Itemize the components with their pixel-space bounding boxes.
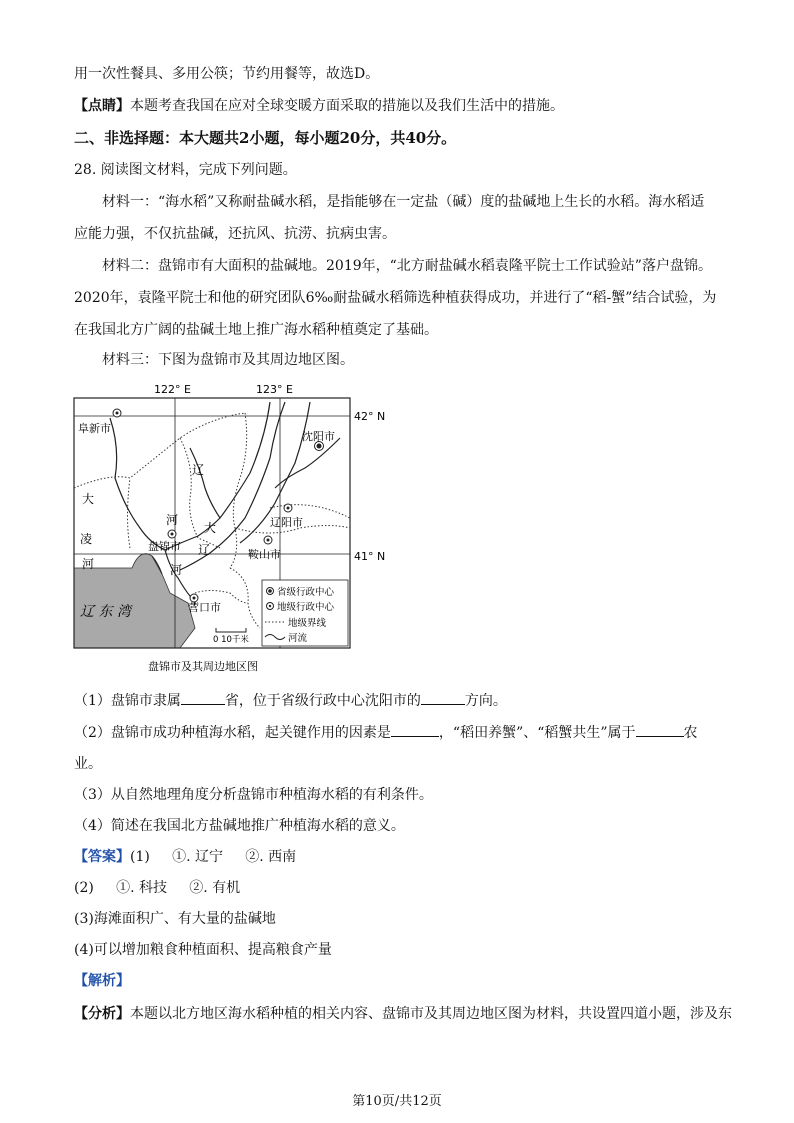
answer-4: (4)可以增加粮食种植面积、提高粮食产量 bbox=[74, 942, 332, 958]
prefectural-center-icon bbox=[168, 530, 176, 538]
section-title: 二、非选择题：本大题共2小题，每小题20分，共40分。 bbox=[74, 129, 457, 147]
lon-123-label: 123° E bbox=[256, 383, 293, 396]
fenxi-tag: 【分析】 bbox=[74, 1006, 130, 1022]
prefectural-center-icon bbox=[113, 409, 121, 417]
river-label: 河 bbox=[170, 563, 183, 577]
text-line: 用一次性餐具、多用公筷；节约用餐等，故选D。 bbox=[74, 66, 380, 82]
q2-text-a: （2）盘锦市成功种植海水稻，起关键作用的因素是 bbox=[74, 725, 391, 741]
material-2-line-1: 材料二：盘锦市有大面积的盐碱地。2019年，“北方耐盐碱水稻袁隆平院士工作试验站”落户盘锦。 bbox=[102, 258, 712, 274]
scale-label: 0 10千米 bbox=[213, 635, 249, 645]
city-panjin: 盘锦市 bbox=[148, 540, 181, 553]
legend-provincial-icon bbox=[267, 588, 274, 595]
lat-42-label: 42° N bbox=[354, 410, 386, 423]
river-label: 河 bbox=[82, 557, 95, 571]
river-label: 河 bbox=[166, 513, 179, 527]
legend-provincial: 省级行政中心 bbox=[277, 587, 335, 598]
q1-text-a: （1）盘锦市隶属 bbox=[74, 693, 181, 709]
city-liaoyang: 辽阳市 bbox=[270, 516, 303, 529]
question-4: （4）简述在我国北方盐碱地推广种植海水稻的意义。 bbox=[74, 818, 405, 834]
q1-text-c: 方向。 bbox=[464, 693, 507, 709]
material-1-line-1: 材料一：“海水稻”又称耐盐碱水稻，是指能够在一定盐（碱）度的盐碱地上生长的水稻。海水稻适 bbox=[102, 194, 705, 210]
answer-line-1 bbox=[74, 847, 296, 867]
material-3: 材料三：下图为盘锦市及其周边地区图。 bbox=[102, 352, 354, 368]
question-3: （3）从自然地理角度分析盘锦市种植海水稻的有利条件。 bbox=[74, 787, 433, 803]
scale-bar bbox=[216, 628, 246, 632]
river-label: 大 bbox=[204, 521, 217, 535]
tip-text: 本题考查我国在应对全球变暖方面采取的措施以及我们生活中的措施。 bbox=[130, 98, 564, 114]
tip-tag: 【点睛】 bbox=[74, 98, 130, 114]
fenxi-line bbox=[74, 1004, 732, 1024]
q2-text-b: ，“稻田养蟹”、“稻蟹共生”属于 bbox=[438, 725, 636, 741]
prefectural-center-icon bbox=[264, 536, 272, 544]
material-2-line-2: 2020年，袁隆平院士和他的研究团队6‰耐盐碱水稻筛选种植获得成功，并进行了“稻-蟹”结合试验，为 bbox=[74, 290, 717, 306]
q1-text-b: 省，位于省级行政中心沈阳市的 bbox=[224, 693, 421, 709]
answer-blank[interactable] bbox=[391, 722, 439, 737]
question-2-cont: 业。 bbox=[74, 756, 102, 772]
material-2-line-3: 在我国北方广阔的盐碱土地上推广海水稻种植奠定了基础。 bbox=[74, 322, 438, 338]
lon-122-label: 122° E bbox=[154, 383, 191, 396]
answer-3: (3)海滩面积广、有大量的盐碱地 bbox=[74, 911, 276, 927]
analysis-tag: 【解析】 bbox=[74, 973, 130, 989]
fenxi-text: 本题以北方地区海水稻种植的相关内容、盘锦市及其周边地区图为材料，共设置四道小题，涉及东 bbox=[130, 1006, 732, 1022]
answer-blank[interactable] bbox=[421, 690, 465, 705]
river-label: 凌 bbox=[80, 532, 93, 546]
answer-1: (1) ①. 辽宁 ②. 西南 bbox=[130, 849, 297, 865]
question-2 bbox=[74, 722, 698, 743]
legend-prefectural: 地级行政中心 bbox=[277, 602, 335, 613]
prefectural-center-icon bbox=[284, 504, 292, 512]
q2-text-c: 农 bbox=[683, 725, 698, 741]
tip-line bbox=[74, 96, 564, 116]
bay-label: 辽 东 湾 bbox=[80, 604, 131, 620]
river-label: 辽 bbox=[198, 543, 211, 557]
map-caption: 盘锦市及其周边地区图 bbox=[148, 660, 258, 673]
answer-blank[interactable] bbox=[636, 722, 684, 737]
city-shenyang: 沈阳市 bbox=[302, 430, 335, 443]
city-anshan: 鞍山市 bbox=[248, 548, 281, 561]
legend-river: 河流 bbox=[288, 633, 308, 644]
answer-blank[interactable] bbox=[181, 690, 225, 705]
answer-tag: 【答案】 bbox=[74, 849, 130, 865]
legend-prefectural-icon bbox=[267, 603, 274, 610]
question-1 bbox=[74, 690, 507, 711]
city-yingkou: 营口市 bbox=[188, 601, 221, 614]
page-footer: 第10页/共12页 bbox=[352, 1094, 442, 1109]
question-28: 28. 阅读图文材料，完成下列问题。 bbox=[74, 162, 297, 178]
panjin-map bbox=[70, 378, 390, 678]
answer-2: (2) ①. 科技 ②. 有机 bbox=[74, 880, 241, 896]
lat-41-label: 41° N bbox=[354, 550, 386, 563]
city-fuxin: 阜新市 bbox=[78, 422, 111, 435]
legend-boundary: 地级界线 bbox=[288, 618, 327, 629]
material-1-line-2: 应能力强，不仅抗盐碱，还抗风、抗涝、抗病虫害。 bbox=[74, 226, 396, 242]
river-label: 辽 bbox=[192, 463, 205, 477]
river-label: 大 bbox=[82, 492, 95, 506]
